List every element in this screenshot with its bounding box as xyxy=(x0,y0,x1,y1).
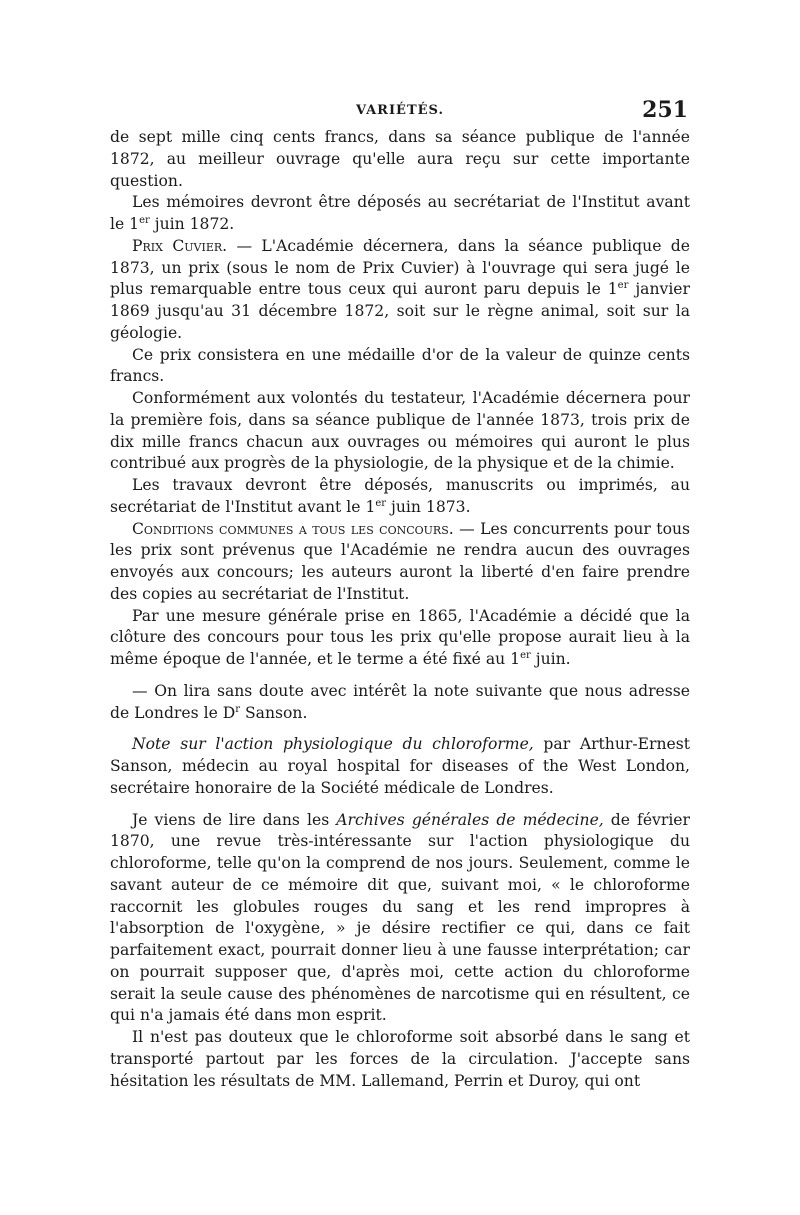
paragraph-note-title xyxy=(110,734,690,799)
paragraph-text: juin 1872. xyxy=(149,215,235,233)
paragraph-archives xyxy=(110,810,690,1028)
paragraph-testator xyxy=(110,388,690,475)
paragraph-text: juin. xyxy=(530,650,571,668)
paragraph-text: Je viens de lire dans les xyxy=(132,810,337,829)
paragraph-text: — L'Académie décernera, dans la séance publique de 1873, un prix (sous le nom de Prix Cuvier) à l'ouvrage qui sera jugé le plus remarquable entre tous ceux qui auront paru depuis le 1 xyxy=(110,236,691,299)
paragraph-conditions xyxy=(110,519,690,606)
note-title: Note sur l'action physiologique du chloroforme, xyxy=(132,735,534,754)
paragraph-text: Les travaux devront être déposés, manuscrits ou imprimés, au secrétariat de l'Institut avant le 1 xyxy=(110,476,690,516)
paragraph-text: Par une mesure générale prise en 1865, l'Académie a décidé que la clôture des concours pour tous les prix qu'elle propose aurait lieu à la même époque de l'année, et le terme a été fixé au 1 xyxy=(110,606,690,668)
body-text xyxy=(110,127,690,1092)
paragraph-deadline-1872 xyxy=(110,192,690,236)
paragraph-text: de sept mille cinq cents francs, dans sa séance publique de l'année 1872, au meilleur ouvrage qu'elle aura reçu sur cette importante question. xyxy=(110,128,690,190)
paragraph-prix-cuvier xyxy=(110,236,690,345)
paragraph-text: par Arthur-Ernest Sanson, médecin au royal hospital for diseases of the West London, secrétaire honoraire de la Société médicale de Londres. xyxy=(110,735,690,797)
page-header xyxy=(110,95,690,127)
paragraph-text: janvier 1869 jusqu'au 31 décembre 1872, soit sur le règne animal, soit sur la géologie. xyxy=(110,280,690,342)
journal-title: Archives générales de médecine, xyxy=(336,810,604,829)
title-superscript: r xyxy=(235,703,241,715)
paragraph-absorption xyxy=(110,1027,690,1092)
paragraph-text: juin 1873. xyxy=(386,497,471,516)
paragraph-text: Sanson. xyxy=(240,703,308,722)
paragraph-medal xyxy=(110,345,690,389)
page-number: 251 xyxy=(642,97,688,123)
ordinal-superscript: er xyxy=(139,214,150,226)
section-label-conditions: Conditions communes a tous les concours. xyxy=(132,519,454,538)
paragraph-deadline-1873 xyxy=(110,475,690,519)
paragraph-general-measure xyxy=(110,606,690,671)
paragraph-text: — Les concurrents pour tous les prix sont prévenus que l'Académie ne rendra aucun des ouvrages envoyés aux concours; les auteurs auront la liberté d'en faire prendre des copies au secrétariat de l'Institut. xyxy=(110,519,690,603)
section-label-prix-cuvier: Prix Cuvier. xyxy=(132,236,228,255)
paragraph-text: — On lira sans doute avec intérêt la note suivante que nous adresse de Londres le D xyxy=(110,681,690,722)
paragraph-text: de février 1870, une revue très-intéressante sur l'action physiologique du chloroforme, telle qu'on la comprend de nos jours. Seulement, comme le savant auteur de ce mémoire dit que, suivant moi, « le chloroforme raccornit les globules rouges du sang et les rend impropres à l'absorption de l'oxygène, » je désire rectifier ce qui, dans ce fait parfaitement exact, pourrait donner lieu à une fausse interprétation; car on pourrait supposer que, d'après moi, cette action du chloroforme serait la seule cause des phénomènes de narcotisme qui en résultent, ce qui n'a jamais été dans mon esprit. xyxy=(110,810,690,1025)
paragraph-text: Il n'est pas douteux que le chloroforme soit absorbé dans le sang et transporté partout par les forces de la circulation. J'accepte sans hésitation les résultats de MM. Lallemand, Perrin et Duroy, qui ont xyxy=(110,1028,690,1090)
paragraph-text: Les mémoires devront être déposés au secrétariat de l'Institut avant le 1 xyxy=(110,193,690,233)
paragraph-text: Ce prix consistera en une médaille d'or de la valeur de quinze cents francs. xyxy=(110,345,690,386)
paragraph-text: Conformément aux volontés du testateur, l'Académie décernera pour la première fois, dans sa séance publique de l'année 1873, trois prix de dix mille francs chacun aux ouvrages ou mémoires qui auront le plus contribué aux progrès de la physiologie, de la physique et de la chimie. xyxy=(110,389,690,473)
ordinal-superscript: er xyxy=(617,280,629,292)
book-page xyxy=(110,95,690,1092)
ordinal-superscript: er xyxy=(520,649,531,661)
running-title: VARIÉTÉS. xyxy=(356,103,444,118)
paragraph-sanson-intro xyxy=(110,681,690,725)
ordinal-superscript: er xyxy=(375,497,387,509)
paragraph-prize-continuation xyxy=(110,127,690,192)
